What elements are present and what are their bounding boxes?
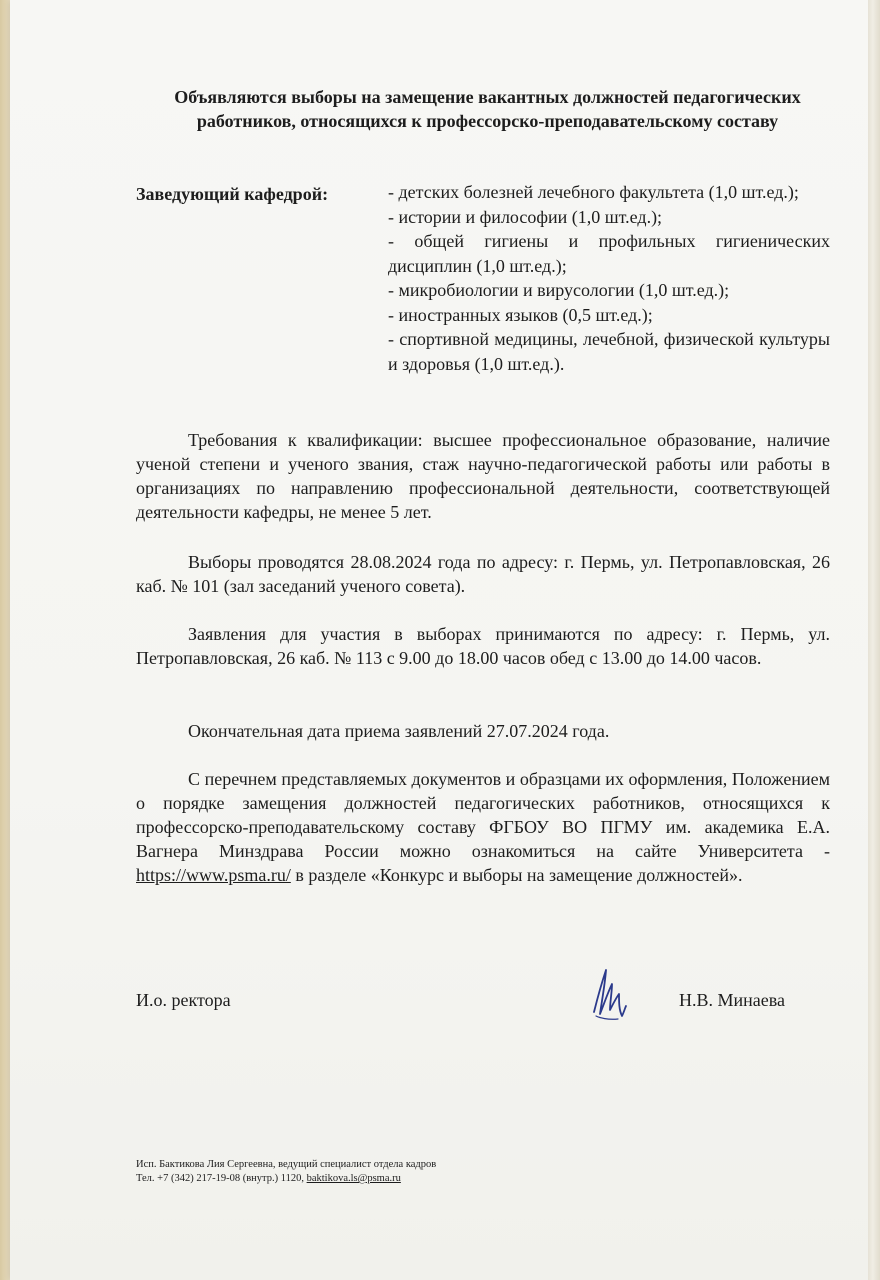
applications-paragraph: Заявления для участия в выборах принимаются по адресу: г. Пермь, ул. Петропавловская, 26 каб. № 113 с 9.00 до 18.00 часов обед с 13.00 до 14.00 часов. [136, 624, 830, 668]
footer-executor: Исп. Бактикова Лия Сергеевна, ведущий специалист отдела кадров [136, 1159, 437, 1170]
document-title: Объявляются выборы на замещение вакантных должностей педагогических работников, относящихся к профессорско-преподавательскому составу [174, 87, 801, 131]
website-link[interactable]: https://www.psma.ru/ [136, 865, 291, 885]
department-head-label: Заведующий кафедрой: [136, 184, 329, 204]
info-text-before: С перечнем представляемых документов и образцами их оформления, Положением о порядке замещения должностей педагогических работников, относящихся к профессорско-преподавательскому составу ФГБОУ ВО ПГМУ им. академика Е.А. Вагнера Минздрава России можно ознакомиться на сайте Университета - [136, 769, 830, 861]
footer-phone-line [136, 1172, 436, 1186]
signatory-position: И.о. ректора [136, 990, 231, 1010]
department-item: - иностранных языков (0,5 шт.ед.); [388, 304, 653, 325]
department-list [388, 180, 830, 376]
department-item: - детских болезней лечебного факультета (1,0 шт.ед.); [388, 182, 799, 202]
department-item: - истории и философии (1,0 шт.ед.); [388, 206, 663, 227]
elections-paragraph: Выборы проводятся 28.08.2024 года по адресу: г. Пермь, ул. Петропавловская, 26 каб. № 101 (зал заседаний ученого совета). [136, 552, 830, 596]
footer-phone: Тел. +7 (342) 217-19-08 (внутр.) 1120, [136, 1173, 307, 1184]
handwritten-signature [588, 962, 634, 1026]
footer-contact [136, 1158, 436, 1186]
requirements-paragraph: Требования к квалификации: высшее профессиональное образование, наличие ученой степени и ученого звания, стаж научно-педагогической работы или работы в организациях по направлению профессиональной деятельности, соответствующей деятельности кафедры, не менее 5 лет. [136, 430, 830, 522]
paper-edge-left [0, 0, 10, 1280]
info-text-after: в разделе «Конкурс и выборы на замещение должностей». [290, 865, 743, 885]
department-item: - микробиологии и вирусологии (1,0 шт.ед.); [388, 280, 730, 300]
footer-email-link[interactable]: baktikova.ls@psma.ru [306, 1173, 401, 1184]
department-item: - спортивной медицины, лечебной, физической культуры и здоровья (1,0 шт.ед.). [388, 329, 830, 374]
deadline-paragraph: Окончательная дата приема заявлений 27.07.2024 года. [188, 721, 610, 741]
signatory-name: Н.В. Минаева [679, 990, 786, 1010]
department-item: - общей гигиены и профильных гигиенических дисциплин (1,0 шт.ед.); [388, 231, 830, 276]
paper-edge-right [868, 0, 880, 1280]
info-paragraph [136, 767, 830, 887]
